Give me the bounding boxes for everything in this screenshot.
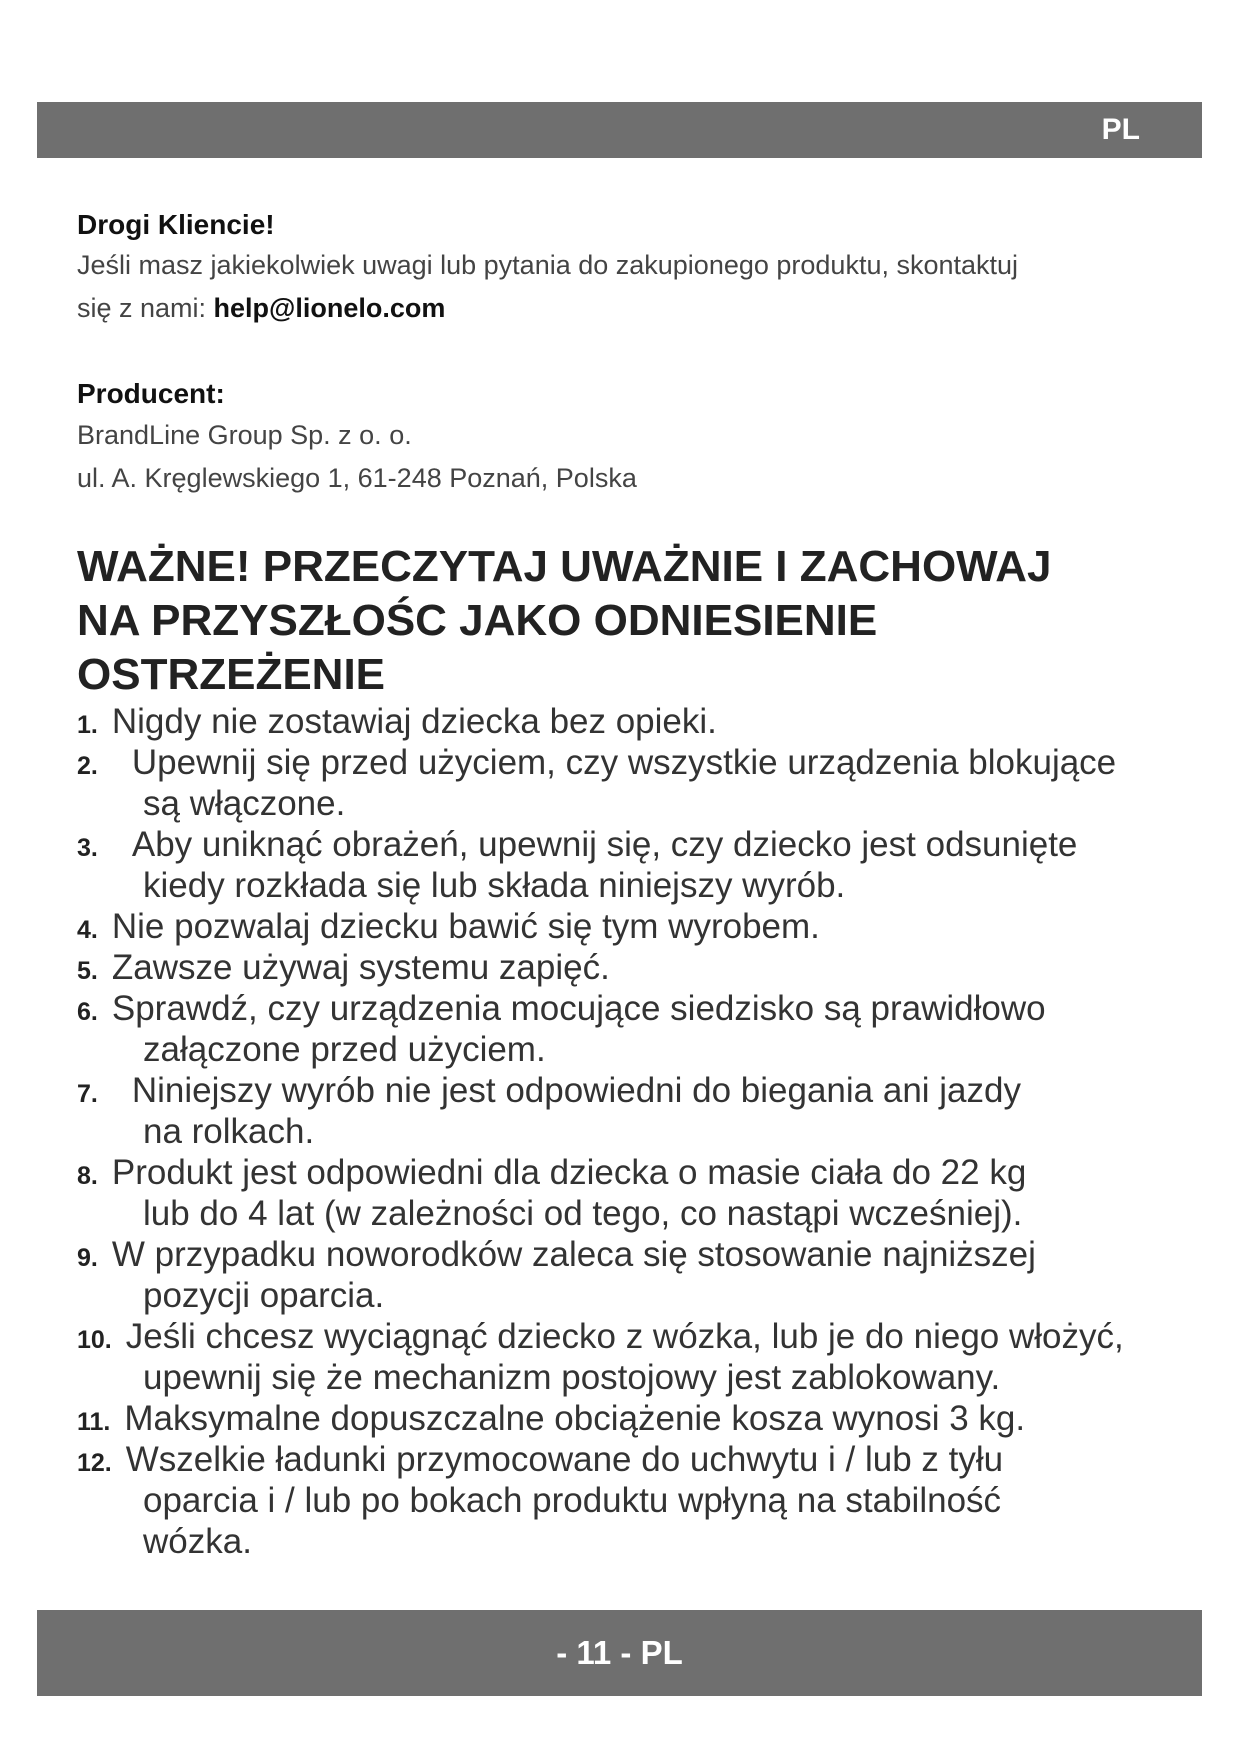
customer-greeting: Drogi Kliencie! [77, 209, 275, 240]
list-item [77, 742, 1187, 824]
warning-heading-line-2: NA PRZYSZŁOŚC JAKO ODNIESIENIE [77, 596, 878, 645]
warning-heading-line-1: WAŻNE! PRZECZYTAJ UWAŻNIE I ZACHOWAJ [77, 542, 1052, 591]
item-number: 4. [77, 916, 98, 944]
page-number: - 11 - PL [556, 1634, 683, 1671]
item-text-continuation: oparcia i / lub po bokach produktu wpłyną na stabilność [143, 1481, 1002, 1520]
item-text-continuation: załączone przed użyciem. [143, 1030, 546, 1069]
item-text-continuation: upewnij się że mechanizm postojowy jest zablokowany. [143, 1358, 1001, 1397]
item-number: 8. [77, 1162, 98, 1190]
item-text: Upewnij się przed użyciem, czy wszystkie urządzenia blokujące [131, 743, 1117, 782]
item-number: 9. [77, 1244, 98, 1272]
list-item [77, 1152, 1187, 1234]
list-item [77, 824, 1187, 906]
customer-contact-prefix: się z nami: [77, 293, 214, 323]
item-text-continuation: na rolkach. [143, 1112, 315, 1151]
item-number: 1. [77, 711, 98, 739]
list-item [77, 1316, 1187, 1398]
item-text: Zawsze używaj systemu zapięć. [111, 948, 610, 987]
producer-section [77, 374, 1157, 500]
item-number: 7. [77, 1080, 98, 1108]
support-email: help@lionelo.com [213, 293, 446, 323]
item-number: 10. [77, 1326, 112, 1354]
item-text: W przypadku noworodków zaleca się stosowanie najniższej [111, 1235, 1036, 1274]
list-item [77, 1439, 1187, 1562]
list-item [77, 1398, 1187, 1439]
warning-heading-line-3: OSTRZEŻENIE [77, 650, 386, 699]
header-language-label: PL [1101, 113, 1140, 146]
producer-name: BrandLine Group Sp. z o. o. [77, 420, 412, 450]
list-item [77, 988, 1187, 1070]
item-text: Maksymalne dopuszczalne obciążenie kosza wynosi 3 kg. [124, 1399, 1026, 1438]
list-item [77, 906, 1187, 947]
item-number: 12. [77, 1449, 112, 1477]
item-text-continuation: pozycji oparcia. [143, 1276, 385, 1315]
item-text-continuation: są włączone. [143, 784, 346, 823]
list-item [77, 1234, 1187, 1316]
list-item [77, 947, 1187, 988]
warning-list [77, 701, 1187, 1562]
producer-title: Producent: [77, 378, 225, 409]
item-text: Nie pozwalaj dziecku bawić się tym wyrobem. [111, 907, 820, 946]
item-text: Aby uniknąć obrażeń, upewnij się, czy dziecko jest odsunięte [131, 825, 1078, 864]
item-text: Sprawdź, czy urządzenia mocujące siedzisko są prawidłowo [111, 989, 1046, 1028]
header-bar [37, 102, 1202, 158]
item-number: 6. [77, 998, 98, 1026]
warning-heading [77, 540, 1177, 702]
item-text: Nigdy nie zostawiaj dziecka bez opieki. [111, 702, 717, 741]
item-text-continuation: kiedy rozkłada się lub składa niniejszy wyrób. [143, 866, 846, 905]
item-text: Jeśli chcesz wyciągnąć dziecko z wózka, lub je do niego włożyć, [125, 1317, 1124, 1356]
item-number: 11. [77, 1408, 111, 1436]
list-item [77, 701, 1187, 742]
item-text: Wszelkie ładunki przymocowane do uchwytu i / lub z tyłu [125, 1440, 1004, 1479]
customer-contact-line-2 [77, 287, 1157, 330]
item-text-continuation: lub do 4 lat (w zależności od tego, co nastąpi wcześniej). [143, 1194, 1023, 1233]
item-text-continuation: wózka. [143, 1522, 252, 1561]
producer-address: ul. A. Kręglewskiego 1, 61-248 Poznań, Polska [77, 463, 637, 493]
item-number: 3. [77, 834, 98, 862]
item-text: Produkt jest odpowiedni dla dziecka o masie ciała do 22 kg [111, 1153, 1027, 1192]
footer-bar [37, 1610, 1202, 1696]
item-text: Niniejszy wyrób nie jest odpowiedni do biegania ani jazdy [131, 1071, 1021, 1110]
customer-contact-section [77, 206, 1157, 330]
customer-contact-line-1: Jeśli masz jakiekolwiek uwagi lub pytania do zakupionego produktu, skontaktuj [77, 250, 1019, 280]
item-number: 5. [77, 957, 98, 985]
item-number: 2. [77, 752, 98, 780]
list-item [77, 1070, 1187, 1152]
